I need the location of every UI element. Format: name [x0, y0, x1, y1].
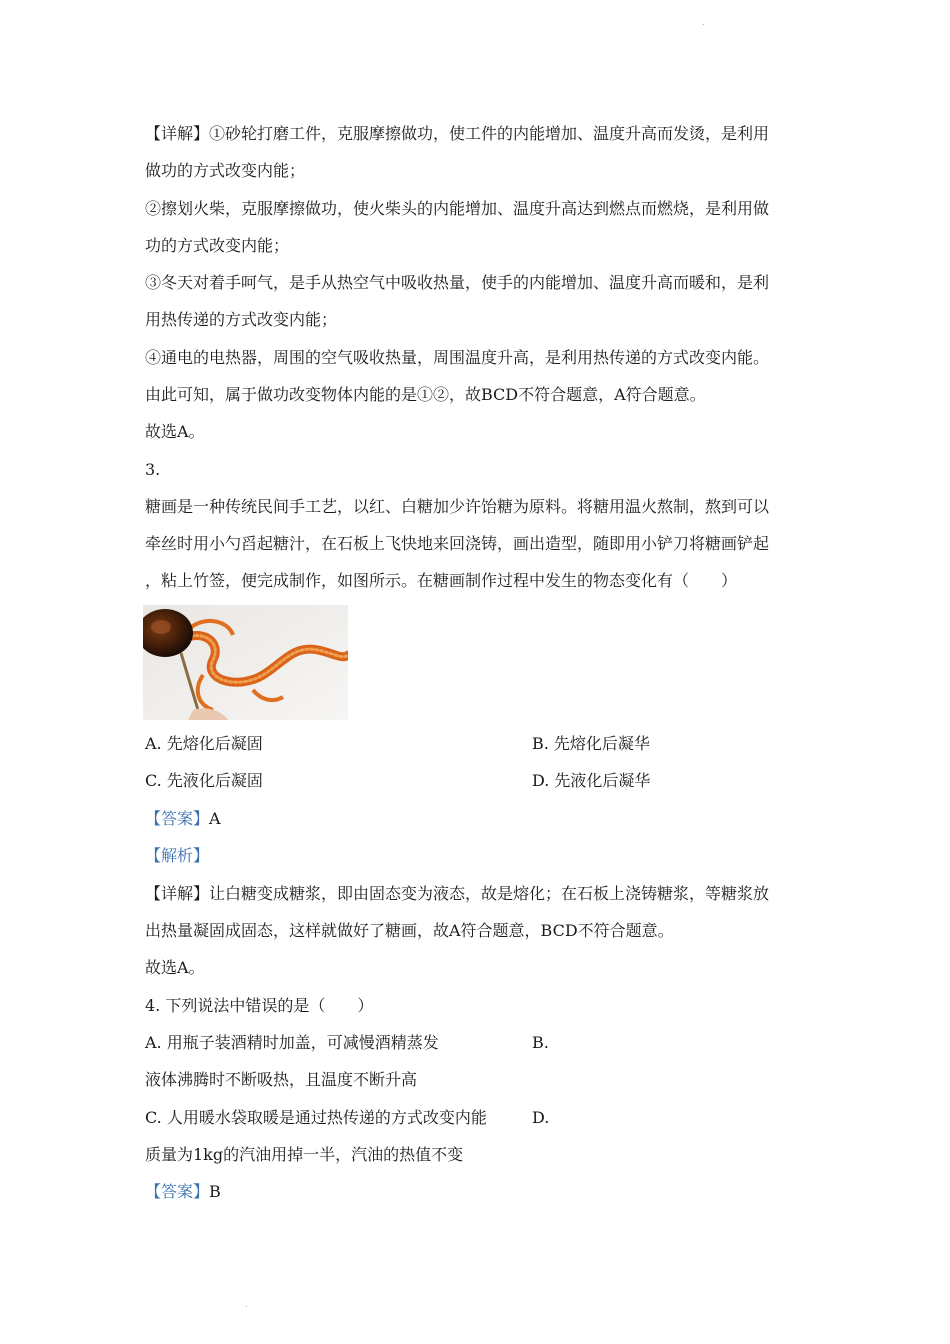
q3-option-b: B. 先熔化后凝华: [532, 734, 650, 753]
q4-option-b-text: 液体沸腾时不断吸热，且温度不断升高: [145, 1070, 418, 1089]
q4-option-d-label: D.: [532, 1108, 550, 1127]
answer-value: A: [209, 809, 221, 828]
q2-detail-line-2: 做功的方式改变内能；: [145, 161, 306, 180]
detail-tag: 【详解】: [145, 884, 210, 903]
scan-dot: .: [245, 1300, 248, 1309]
q4-option-d-text: 质量为1kg的汽油用掉一半，汽油的热值不变: [145, 1145, 464, 1164]
q3-stem-line-3: ，粘上竹签，便完成制作，如图所示。在糖画制作过程中发生的物态变化有（ ）: [145, 571, 738, 590]
detail-text: 让白糖变成糖浆，即由固态变为液态，故是熔化；在石板上浇铸糖浆，等糖浆放: [209, 884, 770, 903]
q4-stem: 4. 下列说法中错误的是（ ）: [145, 996, 374, 1015]
q2-detail-line-4: 功的方式改变内能；: [145, 236, 290, 255]
q3-stem-line-2: 牵丝时用小勺舀起糖汁，在石板上飞快地来回浇铸，画出造型，随即用小铲刀将糖画铲起: [145, 534, 770, 553]
q2-detail-line-6: 用热传递的方式改变内能；: [145, 310, 338, 329]
q2-detail-line-1: 【详解】①砂轮打磨工件，克服摩擦做功，使工件的内能增加、温度升高而发烫，是利用: [145, 124, 770, 143]
q2-detail-line-7: ④通电的电热器，周围的空气吸收热量，周围温度升高，是利用热传递的方式改变内能。: [145, 348, 770, 367]
q3-conclusion: 故选A。: [145, 958, 205, 977]
q3-analysis-tag: 【解析】: [145, 846, 210, 865]
q3-option-d: D. 先液化后凝华: [532, 771, 651, 790]
answer-tag: 【答案】: [145, 1182, 210, 1201]
q3-option-a: A. 先熔化后凝固: [145, 734, 263, 753]
answer-value: B: [209, 1182, 221, 1201]
q4-answer: [145, 1181, 221, 1203]
q2-conclusion: 故选A。: [145, 422, 205, 441]
answer-tag: 【答案】: [145, 809, 210, 828]
q4-option-b-label: B.: [532, 1033, 549, 1052]
q3-number: 3.: [145, 460, 161, 479]
q4-option-a: A. 用瓶子装酒精时加盖，可减慢酒精蒸发: [145, 1033, 439, 1052]
q3-detail-line-2: 出热量凝固成固态，这样就做好了糖画，故A符合题意，BCD不符合题意。: [145, 921, 674, 940]
sugar-painting-photo: [143, 605, 348, 720]
q4-option-c: C. 人用暖水袋取暖是通过热传递的方式改变内能: [145, 1108, 487, 1127]
q3-answer: [145, 808, 221, 830]
q2-detail-line-3: ②擦划火柴，克服摩擦做功，使火柴头的内能增加、温度升高达到燃点而燃烧，是利用做: [145, 199, 770, 218]
q2-detail-line-5: ③冬天对着手呵气，是手从热空气中吸收热量，使手的内能增加、温度升高而暖和，是利: [145, 273, 770, 292]
q3-stem-line-1: 糖画是一种传统民间手工艺，以红、白糖加少许饴糖为原料。将糖用温火熬制，熬到可以: [145, 497, 770, 516]
q3-option-c: C. 先液化后凝固: [145, 771, 263, 790]
q2-detail-line-8: 由此可知，属于做功改变物体内能的是①②，故BCD不符合题意，A符合题意。: [145, 385, 706, 404]
scan-dot: .: [702, 18, 705, 27]
q3-detail-line-1: [145, 883, 769, 905]
